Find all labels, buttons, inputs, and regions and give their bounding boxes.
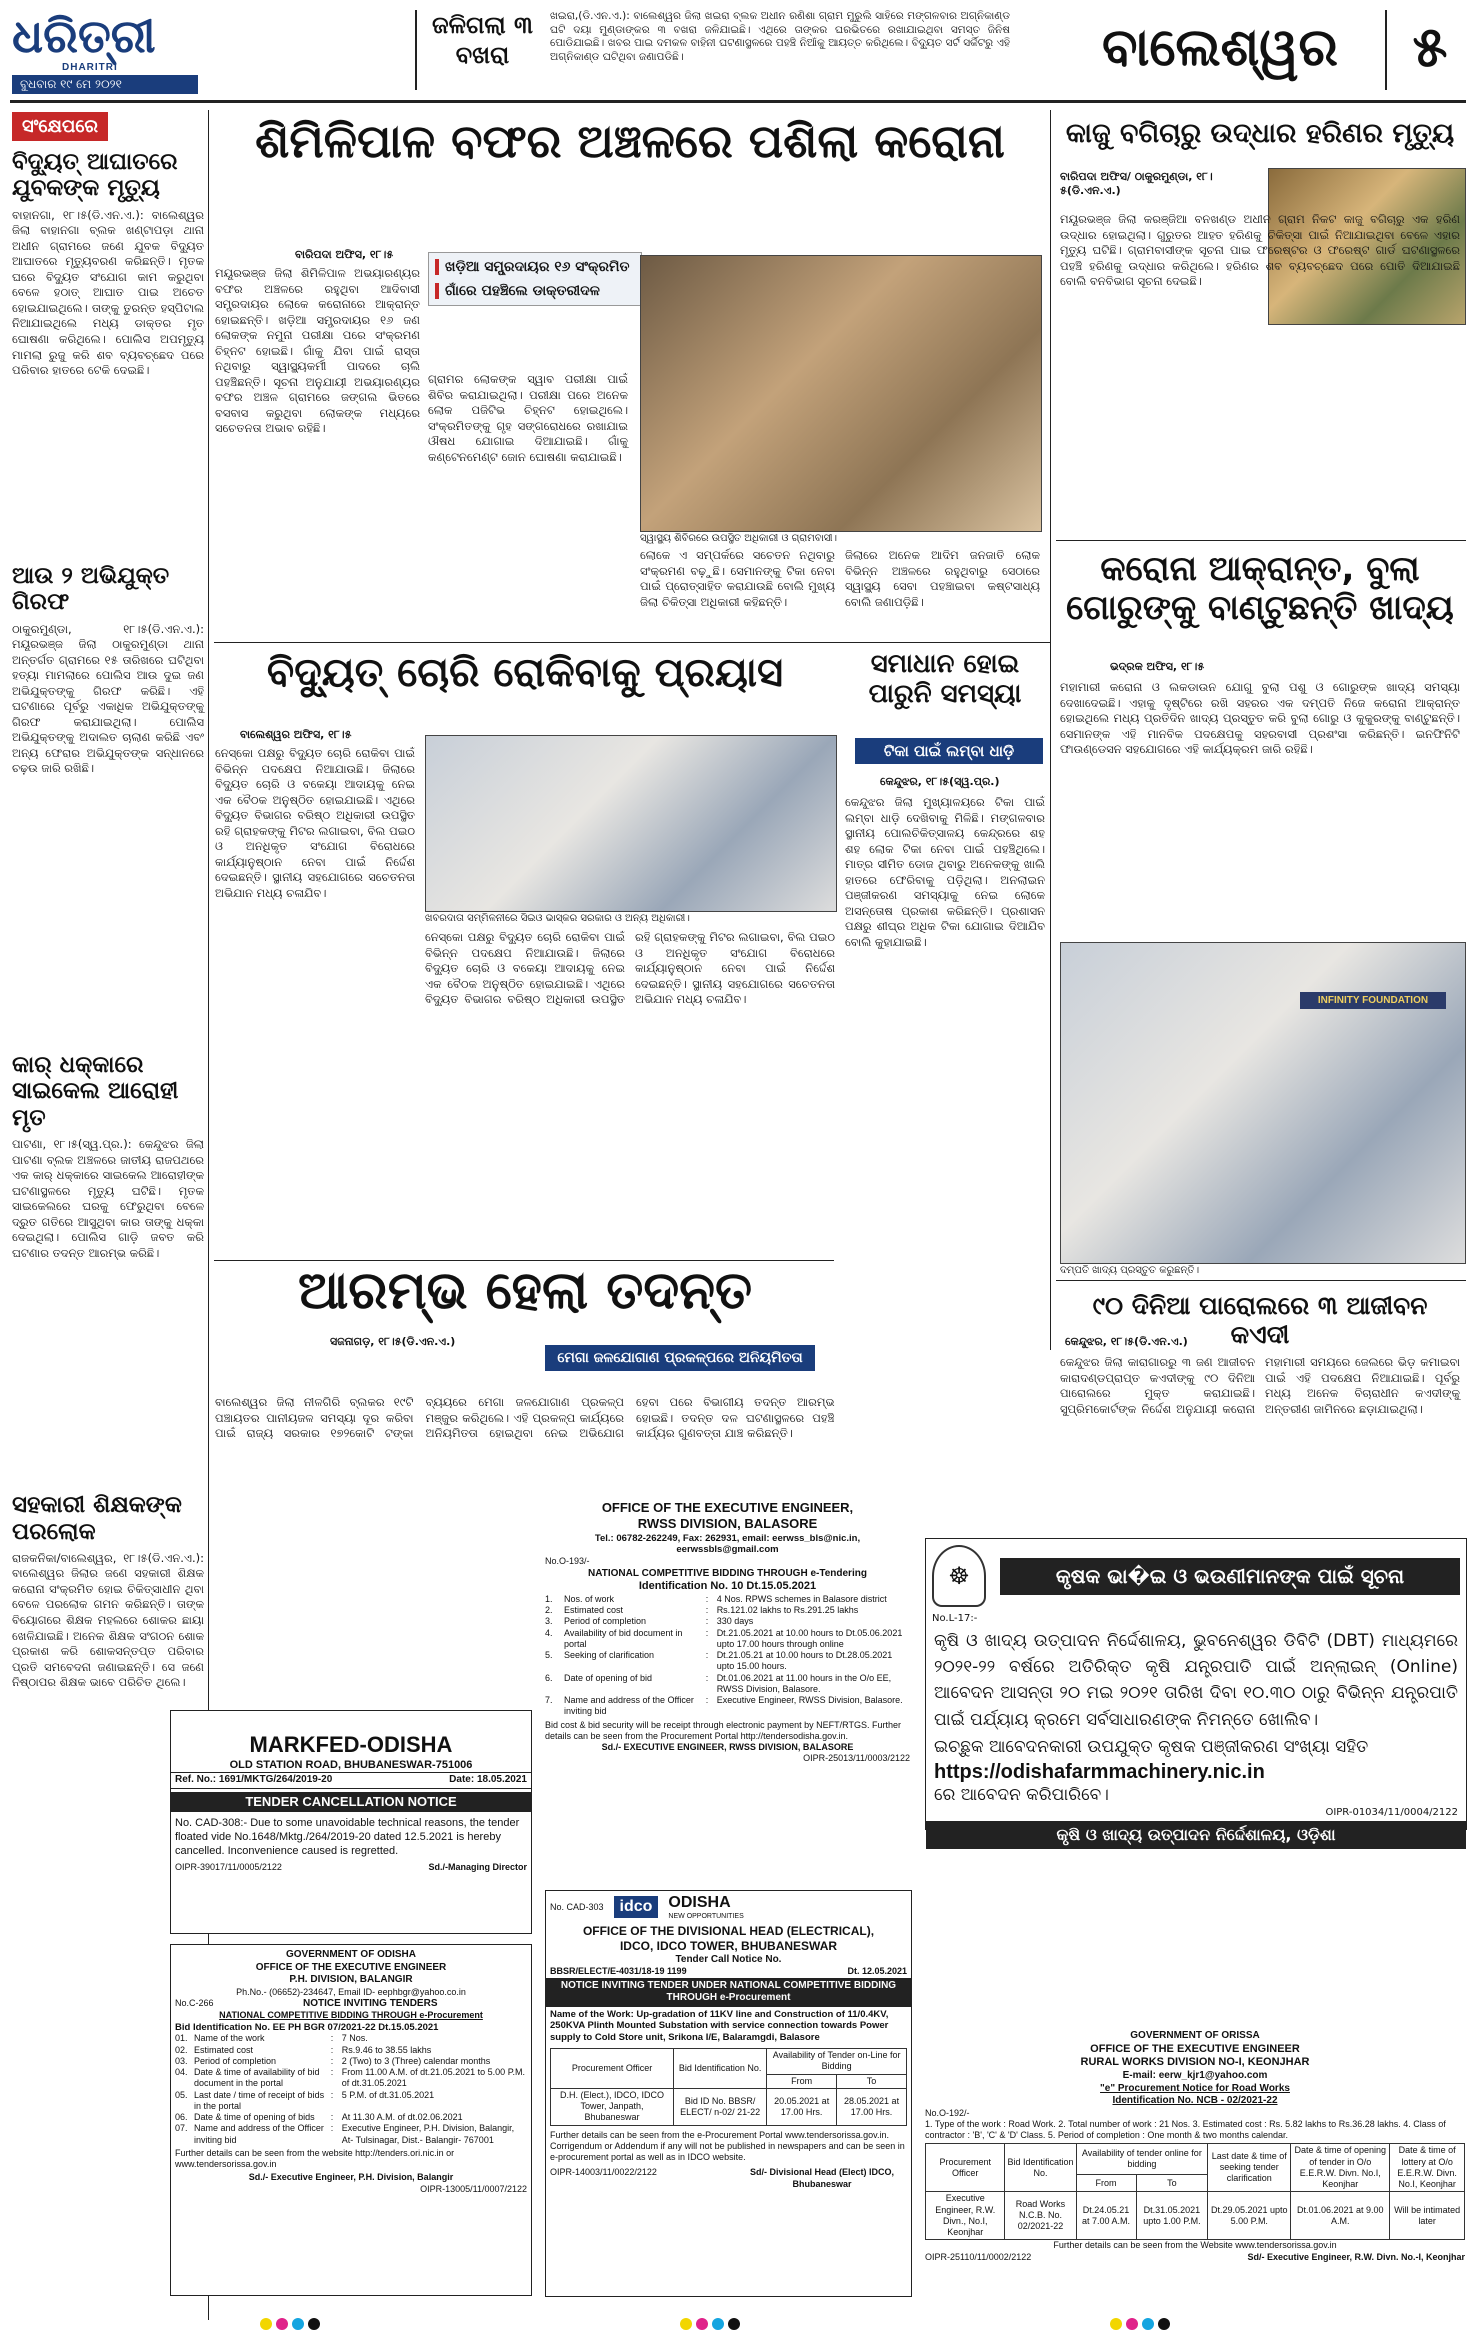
registration-marks-left [260, 2318, 320, 2330]
balangir-footer: Further details can be seen from the website http://tenders.ori.nic.in or www.tendersorissa.gov.in [175, 2147, 455, 2170]
markfed-notice-title: TENDER CANCELLATION NOTICE [171, 1792, 531, 1812]
vaccine-headline: ସମାଧାନ ହୋଇ ପାରୁନି ସମସ୍ୟା [868, 649, 1022, 709]
rwss-cell: Nos. of work [564, 1593, 615, 1604]
probe-text: ବାଲେଶ୍ୱର ଜିଲା ନୀଳଗିରି ବ୍ଲକର ୧୯ଟି ପଞ୍ଚାୟତର ପାନୀୟଜଳ ସମସ୍ୟା ଦୂର କରିବା ପାଇଁ ରାଜ୍ୟ ସରକାର ୧୭୨କୋଟି ଟଙ୍କା ବ୍ୟୟରେ ମେଗା ଜଳଯୋଗାଣ ପ୍ରକଳ୍ପ ମଞ୍ଜୁର କରିଥିଲେ। ଏହି ପ୍ରକଳ୍ପ କାର୍ଯ୍ୟରେ ଅନିୟମିତତା ହୋଇଥିବା ନେଇ ଅଭିଯୋଗ ହେବା ପରେ ବିଭାଗୀୟ ତଦନ୍ତ ଆରମ୍ଭ ହୋଇଛି। ତଦନ୍ତ ଦଳ ଘଟଣାସ୍ଥଳରେ ପହଞ୍ଚି କାର୍ଯ୍ୟର ଗୁଣବତ୍ତା ଯାଞ୍ଚ କରିଛନ୍ତି। [215, 1395, 835, 1441]
markfed-date: Date: 18.05.2021 [449, 1774, 527, 1786]
rwss-cell: Executive Engineer, RWSS Division, Balasore. [716, 1695, 903, 1705]
rwss-row [545, 1616, 910, 1627]
lead-highlight-1: ଖଡ଼ିଆ ସମ୍ପ୍ରଦାୟର ୧୬ ସଂକ୍ରମିତ [435, 259, 635, 275]
rwss-cell: : [705, 1650, 709, 1660]
balangir-sign: Sd./- Executive Engineer, P.H. Division, Balangir [248, 2172, 454, 2183]
keonjhar-desc: 1. Type of the work : Road Work. 2. Total number of work : 21 Nos. 3. Estimated cost : Rs. 5.82 lakhs to Rs.36.28 lakhs. 4. Class of contractor : 'B', 'C' & 'D' Class. 5. Period of completion : One month & two months calendar. [925, 2118, 1446, 2140]
odisha-logo-sub: NEW OPPORTUNITIES [668, 1913, 744, 1920]
keonjhar-footer: Further details can be seen from the Website www.tendersorissa.gov.in [1053, 2240, 1337, 2251]
covid-food-headline: କରୋନା ଆକ୍ରାନ୍ତ, ବୁଲା ଗୋରୁଙ୍କୁ ବାଣ୍ଟୁଛନ୍ତି ଖାଦ୍ୟ [1066, 549, 1454, 629]
balangir-cell: Rs.9.46 to 38.55 lakhs [341, 2044, 432, 2055]
rwss-cell: : [705, 1616, 709, 1627]
registration-marks-right [1110, 2318, 1170, 2330]
balangir-row [175, 2056, 527, 2067]
rwss-rows [545, 1594, 910, 1718]
kj-td-bid: Road Works N.C.B. No. 02/2021-22 [1005, 2192, 1076, 2240]
rwss-row [545, 1594, 910, 1605]
balangir-row [175, 2090, 527, 2113]
rwss-cell: 4. [545, 1627, 553, 1638]
deer-headline: କାଜୁ ବଗିଚାରୁ ଉଦ୍ଧାର ହରିଣର ମୃତ୍ୟୁ [1065, 118, 1455, 149]
balangir-cell: 06. [175, 2112, 188, 2123]
rwss-cell: 6. [545, 1672, 553, 1683]
idco-table [550, 2048, 907, 2126]
idco-logo: idco [614, 1896, 659, 1918]
lead-photo [640, 255, 1042, 532]
rwss-cell: Rs.121.02 lakhs to Rs.291.25 lakhs [716, 1605, 859, 1615]
rwss-ad [545, 1500, 910, 1850]
brief-text-1: ବାହାନଗା, ୧୮।୫(ଡି.ଏନ.ଏ.): ବାଲେଶ୍ୱର ଜିଲା ବାହାନଗା ବ୍ଲକ ଖଣ୍ଟାପଡ଼ା ଥାନା ଅଧୀନ ଗ୍ରାମରେ ଜଣେ ଯୁବକ ବିଦ୍ୟୁତ ଆଘାତରେ ମୃତ୍ୟୁବରଣ କରିଛନ୍ତି। ମୃତକ ଘରେ ବିଦ୍ୟୁତ ସଂଯୋଗ କାମ କରୁଥିବା ବେଳେ ହଠାତ୍ ଆଘାତ ପାଇ ଅଚେତ ହୋଇଯାଇଥିଲେ। ତାଙ୍କୁ ତୁରନ୍ତ ହସ୍ପିଟାଲ ନିଆଯାଇଥିଲେ ମଧ୍ୟ ଡାକ୍ତର ମୃତ ଘୋଷଣା କରିଥିଲେ। ପୋଲିସ ଅପମୃତ୍ୟୁ ମାମଲା ରୁଜୁ କରି ଶବ ବ୍ୟବଚ୍ଛେଦ ପରେ ପରିବାର ହାତରେ ଟେକି ଦେଇଛି। [12, 207, 204, 378]
keonjhar-ident: Identification No. NCB - 02/2021-22 [1112, 2095, 1278, 2106]
markfed-ref: Ref. No.: 1691/MKTG/264/2019-20 [175, 1774, 333, 1786]
rwss-cell: 1. [545, 1593, 553, 1604]
keonjhar-ad [925, 2030, 1465, 2295]
rwss-sign: Sd./- EXECUTIVE ENGINEER, RWSS DIVISION, BALASORE [601, 1742, 854, 1752]
power-dateline: ବାଲେଶ୍ୱର ଅଫିସ, ୧୮।୫ [240, 728, 352, 741]
balangir-cell: : [330, 2033, 334, 2044]
kj-th-from: From [1076, 2175, 1136, 2192]
fire-brief-title: ଜଳିଗଲା ୩ ବଖରା [432, 11, 533, 69]
probe-dateline: ସଜନାଗଡ଼, ୧୮।୫(ଡି.ଏନ.ଏ.) [330, 1335, 456, 1348]
covid-food-photo [1060, 942, 1466, 1264]
keonjhar-table [925, 2143, 1465, 2240]
kj-td-lottery: Will be intimated later [1390, 2192, 1465, 2240]
idco-th-from: From [767, 2074, 837, 2088]
balangir-subtitle: NATIONAL COMPETITIVE BIDDING THROUGH e-Procurement [219, 2010, 483, 2021]
covid-food-text: ମହାମାରୀ କରୋନା ଓ ଲକଡାଉନ ଯୋଗୁ ବୁଲା ପଶୁ ଓ ଗୋରୁଙ୍କ ଖାଦ୍ୟ ସମସ୍ୟା ଦେଖାଦେଇଛି। ଏହାକୁ ଦୃଷ୍ଟିରେ ରଖି ସହରର ଏକ ଦମ୍ପତି ନିଜେ କରୋନା ଆକ୍ରାନ୍ତ ହୋଇଥିଲେ ମଧ୍ୟ ପ୍ରତିଦିନ ଖାଦ୍ୟ ପ୍ରସ୍ତୁତ କରି ବୁଲା ଗୋରୁ ଓ କୁକୁରଙ୍କୁ ବାଣ୍ଟୁଛନ୍ତି। ସେମାନଙ୍କ ଏହି ମାନବିକ ପଦକ୍ଷେପକୁ ସହରବାସୀ ପ୍ରଶଂସା କରିଛନ୍ତି। ଇନଫିନିଟି ଫାଉଣ୍ଡେସନ ସହଯୋଗରେ ଏହି କାର୍ଯ୍ୟକ୍ରମ ଜାରି ରହିଛି। [1060, 680, 1460, 757]
balangir-cell: Period of completion [194, 2055, 277, 2066]
rwss-cell: : [705, 1695, 709, 1705]
keonjhar-office: OFFICE OF THE EXECUTIVE ENGINEER [1090, 2042, 1300, 2055]
section-name: ବାଲେଶ୍ୱର [1102, 18, 1338, 78]
balangir-cell: 04. [175, 2067, 188, 2078]
odisha-emblem-icon: ☸ [932, 1545, 986, 1607]
balangir-div: P.H. DIVISION, BALANGIR [289, 1974, 413, 1985]
idco-title: NOTICE INVITING TENDER UNDER NATIONAL COMPETITIVE BIDDING THROUGH e-Procurement [546, 1978, 911, 2007]
vaccine-dateline: କେନ୍ଦୁଝର, ୧୮।୫(ସ୍ୱ.ପ୍ର.) [880, 775, 1000, 788]
rwss-cell: : [705, 1672, 709, 1683]
brief-text-4: ରାଜକନିକା/ବାଲେଶ୍ୱର, ୧୮।୫(ଡି.ଏନ.ଏ.): ବାଲେଶ୍ୱର ଜିଲାର ଜଣେ ସହକାରୀ ଶିକ୍ଷକ କରୋନା ସଂକ୍ରମିତ ହୋଇ ଚିକିତ୍ସାଧୀନ ଥିବା ବେଳେ ପରଲୋକ ଗମନ କରିଛନ୍ତି। ତାଙ୍କ ବିୟୋଗରେ ଶିକ୍ଷକ ମହଲରେ ଶୋକର ଛାୟା ଖେଳିଯାଇଛି। ଅନେକ ଶିକ୍ଷକ ସଂଗଠନ ଶୋକ ପ୍ରକାଶ କରି ଶୋକସନ୍ତପ୍ତ ପରିବାର ପ୍ରତି ସମବେଦନା ଜଣାଇଛନ୍ତି। ସେ ଜଣେ ନିଷ୍ଠାପର ଶିକ୍ଷକ ଭାବେ ପରିଚିତ ଥିଲେ। [12, 1550, 204, 1690]
kj-td-open: Dt.01.06.2021 at 9.00 A.M. [1291, 2192, 1390, 2240]
brief-headline-2: ଆଉ ୨ ଅଭିଯୁକ୍ତ ଗିରଫ [12, 562, 170, 616]
balangir-gov: GOVERNMENT OF ODISHA [285, 1949, 416, 1960]
kj-td-officer: Executive Engineer, R.W. Divn., No.I, Keonjhar [926, 2192, 1005, 2240]
balangir-code: OIPR-13005/11/0007/2122 [420, 2183, 527, 2194]
power-photo-caption: ଖବରଦାତା ସମ୍ମିଳନୀରେ ସିଇଓ ଭାସ୍କର ସରକାର ଓ ଅନ୍ୟ ଅଧିକାରୀ। [425, 913, 690, 924]
balangir-phone: Ph.No.- (06652)-234647, Email ID- eephbgr@yahoo.co.in [236, 1986, 466, 1997]
balangir-cell: : [330, 2112, 334, 2123]
power-headline: ବିଦ୍ୟୁତ୍ ଚୋରି ରୋକିବାକୁ ପ୍ରୟାସ [266, 650, 784, 696]
rwss-office: OFFICE OF THE EXECUTIVE ENGINEER, [601, 1500, 854, 1515]
kj-th-officer: Procurement Officer [926, 2144, 1005, 2192]
rwss-cell: 7. [545, 1695, 553, 1705]
rwss-cell: 5. [545, 1650, 553, 1660]
rwss-cell: : [705, 1627, 709, 1638]
lead-col-3: ଲୋକେ ଏ ସମ୍ପର୍କରେ ସଚେତନ ନଥିବାରୁ ସଂକ୍ରମଣ ବଢ଼ୁଛି। ସେମାନଙ୍କୁ ଟିକା ନେବା ପାଇଁ ପ୍ରୋତ୍ସାହିତ କରାଯାଉଛି ବୋଲି ମୁଖ୍ୟ ଜିଲା ଚିକିତ୍ସା ଅଧିକାରୀ କହିଛନ୍ତି। [640, 548, 835, 609]
rwss-cell: Estimated cost [564, 1605, 624, 1615]
idco-td-from: 20.05.2021 at 17.00 Hrs. [767, 2088, 837, 2125]
issue-date: ବୁଧବାର ୧୯ ମେ ୨୦୨୧ [12, 75, 198, 94]
idco-footer: Further details can be seen from the e-Procurement Portal www.tendersorissa.gov.in. Corrigendum or Addendum if any will not be published in newspapers and can be seen in e-procurement portal as well as in IDCO website. [550, 2129, 905, 2163]
brief-headline-4: ସହକାରୀ ଶିକ୍ଷକଙ୍କ ପରଲୋକ [12, 1492, 182, 1545]
rwss-row [545, 1605, 910, 1616]
brief-tag: ସଂକ୍ଷେପରେ [12, 112, 108, 141]
rwss-cell: Period of completion [564, 1616, 647, 1627]
rwss-no: No.O-193/- [545, 1556, 590, 1567]
rwss-cell: 330 days [716, 1616, 754, 1627]
balangir-cell: From 11.00 A.M. of dt.21.05.2021 to 5.00 P.M. of dt.31.05.2021 [341, 2067, 526, 2089]
brief-text-2: ଠାକୁରମୁଣ୍ଡା, ୧୮।୫(ଡି.ଏନ.ଏ.): ମୟୂରଭଞ୍ଜ ଜିଲା ଠାକୁରମୁଣ୍ଡା ଥାନା ଅନ୍ତର୍ଗତ ଗ୍ରାମରେ ୧୫ ତାରିଖରେ ଘଟିଥିବା ହତ୍ୟା ମାମଲାରେ ପୋଲିସ ଆଉ ଦୁଇ ଜଣ ଅଭିଯୁକ୍ତଙ୍କୁ ଗିରଫ କରିଛି। ଏହି ଘଟଣାରେ ପୂର୍ବରୁ ଏକାଧିକ ଅଭିଯୁକ୍ତଙ୍କୁ ଗିରଫ କରାଯାଇଥିଲା। ପୋଲିସ ଅଭିଯୁକ୍ତଙ୍କୁ ଅଦାଲତ ଚାଲାଣ କରିଛି ଏବଂ ଅନ୍ୟ ଫେରାର ଅଭିଯୁକ୍ତଙ୍କ ସନ୍ଧାନରେ ଚଢ଼ଉ ଜାରି ରଖିଛି। [12, 621, 204, 776]
lead-col-1: ମୟୂରଭଞ୍ଜ ଜିଲା ଶିମିଳିପାଳ ଅଭୟାରଣ୍ୟର ବଫର ଅଞ୍ଚଳରେ ରହୁଥିବା ଆଦିବାସୀ ସମ୍ପ୍ରଦାୟର ଲୋକେ କରୋନାରେ ଆକ୍ରାନ୍ତ ହୋଇଛନ୍ତି। ଖଡ଼ିଆ ସମ୍ପ୍ରଦାୟର ୧୬ ଜଣ ଲୋକଙ୍କ ନମୁନା ପରୀକ୍ଷା ପରେ ସଂକ୍ରମଣ ଚିହ୍ନଟ ହୋଇଛି। ଗାଁକୁ ଯିବା ପାଇଁ ରାସ୍ତା ନଥିବାରୁ ସ୍ୱାସ୍ଥ୍ୟକର୍ମୀ ପାଦରେ ଚାଲି ପହଞ୍ଚିଛନ୍ତି। ସୂଚନା ଅନୁଯାୟୀ ଅଭୟାରଣ୍ୟର ବଫର ଅଞ୍ଚଳ ଗ୍ରାମରେ ଜଙ୍ଗଲ ଭିତରେ ବସବାସ କରୁଥିବା ଲୋକଙ୍କ ମଧ୍ୟରେ ସଚେତନତା ଅଭାବ ରହିଛି। [215, 266, 420, 436]
kj-td-from: Dt.24.05.21 at 7.00 A.M. [1076, 2192, 1136, 2240]
kj-th-to: To [1136, 2175, 1208, 2192]
rwss-nco: NATIONAL COMPETITIVE BIDDING THROUGH e-Tendering [588, 1567, 867, 1579]
markfed-sign: Sd./-Managing Director [428, 1862, 527, 1873]
agri-body2: ଇଚ୍ଛୁକ ଆବେଦନକାରୀ ଉପଯୁକ୍ତ କୃଷକ ପଞ୍ଜୀକରଣ ସଂଖ୍ୟା ସହିତ [934, 1736, 1369, 1757]
kj-th-bid: Bid Identification No. [1005, 2144, 1076, 2192]
balangir-cell: Executive Engineer, P.H. Division, Balangir, At- Tulsinagar, Dist.- Balangir- 767001 [341, 2123, 515, 2145]
balangir-cell: 07. [175, 2123, 188, 2134]
rwss-cell: Name and address of the Officer inviting bid [564, 1695, 694, 1717]
idco-th-to: To [837, 2074, 907, 2088]
rwss-cell: : [705, 1605, 709, 1615]
markfed-address: OLD STATION ROAD, BHUBANESWAR-751006 [229, 1758, 473, 1771]
fire-brief-text: ଖଇରା,(ଡି.ଏନ.ଏ.): ବାଲେଶ୍ୱର ଜିଲା ଖଇରା ବ୍ଲକ ଅଧୀନ ରଣିଶା ଗ୍ରାମ ମୁରୁଲି ସାହିରେ ମଙ୍ଗଳବାର ଅଗ୍ନିକାଣ୍ଡ ଘଟି ଦୟା ମୁଣ୍ଡାଙ୍କର ୩ ବଖରା ଜଳିଯାଇଛି। ଏଥିରେ ତାଙ୍କର ଘରଭିତରେ ରଖାଯାଇଥିବା ସମସ୍ତ ଜିନିଷ ପୋଡିଯାଇଛି। ଖବର ପାଇ ଦମକଳ ବାହିନୀ ଘଟଣାସ୍ଥଳରେ ପହଞ୍ଚି ନିଆଁକୁ ଆୟତ୍ତ କରିଥିଲେ। ବିଦ୍ୟୁତ ସର୍ଟ ସର୍କିଟରୁ ଏହି ଅଗ୍ନିକାଣ୍ଡ ଘଟିଥିବା ଜଣାପଡିଛି। [550, 10, 1010, 63]
keonjhar-div: RURAL WORKS DIVISION NO-I, KEONJHAR [1080, 2056, 1310, 2069]
idco-call: Tender Call Notice No. [675, 1953, 782, 1965]
covid-food-dateline: ଭଦ୍ରକ ଅଫିସ, ୧୮।୫ [1110, 660, 1205, 673]
balangir-row [175, 2123, 527, 2146]
rwss-cell: : [705, 1593, 709, 1604]
idco-addr: IDCO, IDCO TOWER, BHUBANESWAR [619, 1938, 838, 1953]
agri-title: କୃଷକ ଭା�ଇ ଓ ଭଉଣୀମାନଙ୍କ ପାଇଁ ସୂଚନା [1000, 1558, 1460, 1595]
power-photo [425, 735, 837, 912]
balangir-cell: : [330, 2055, 334, 2066]
lead-highlight-2: ଗାଁରେ ପହଞ୍ଚିଲେ ଡାକ୍ତରୀଦଳ [435, 283, 635, 299]
kj-td-to: Dt.31.05.2021 upto 1.00 P.M. [1136, 2192, 1208, 2240]
rwss-footer: Bid cost & bid security will be receipt through electronic payment by NEFT/RTGS. Further details can be seen from the Procurement Portal http://tendersodisha.gov.in. [545, 1719, 901, 1741]
vaccine-text: କେନ୍ଦୁଝର ଜିଲା ମୁଖ୍ୟାଳୟରେ ଟିକା ପାଇଁ ଲମ୍ବା ଧାଡ଼ି ଦେଖିବାକୁ ମିଳିଛି। ମଙ୍ଗଳବାର ସ୍ଥାନୀୟ ପୋଲଚିକିତ୍ସାଳୟ କେନ୍ଦ୍ରରେ ଶହ ଶହ ଲୋକ ଟିକା ନେବା ପାଇଁ ପହଞ୍ଚିଥିଲେ। ମାତ୍ର ସୀମିତ ଡୋଜ ଥିବାରୁ ଅନେକଙ୍କୁ ଖାଲି ହାତରେ ଫେରିବାକୁ ପଡ଼ିଥିଲା। ଅନଲାଇନ ପଞ୍ଜୀକରଣ ସମସ୍ୟାକୁ ନେଇ ଲୋକେ ଅସନ୍ତୋଷ ପ୍ରକାଶ କରିଛନ୍ତି। ପ୍ରଶାସନ ପକ୍ଷରୁ ଶୀଘ୍ର ଅଧିକ ଟିକା ଯୋଗାଇ ଦିଆଯିବ ବୋଲି କୁହାଯାଇଛି। [845, 795, 1045, 949]
rwss-code: OIPR-25013/11/0003/2122 [803, 1753, 910, 1764]
agri-footer: କୃଷି ଓ ଖାଦ୍ୟ ଉତ୍ପାଦନ ନିର୍ଦ୍ଦେଶାଳୟ, ଓଡ଼ିଶା [926, 1821, 1466, 1849]
idco-th-bid: Bid Identification No. [674, 2049, 767, 2089]
kj-th-open: Date & time of opening of tender in O/o E.E.R.W. Divn. No.I, Keonjhar [1291, 2144, 1390, 2192]
balangir-cell: : [330, 2044, 334, 2055]
keonjhar-no: No.O-192/- [925, 2107, 970, 2118]
odisha-logo: ODISHA [668, 1894, 731, 1911]
balangir-cell: 01. [175, 2033, 188, 2044]
covid-food-caption: ଦମ୍ପତି ଖାଦ୍ୟ ପ୍ରସ୍ତୁତ କରୁଛନ୍ତି। [1060, 1265, 1200, 1276]
rwss-row [545, 1628, 910, 1651]
balangir-cell: 03. [175, 2055, 188, 2066]
masthead-logo-block [12, 10, 202, 92]
page-number: ୫ [1412, 15, 1448, 80]
markfed-ad [170, 1710, 532, 1934]
rwss-cell: 4 Nos. RPWS schemes in Balasore district [716, 1593, 887, 1604]
parole-text: କେନ୍ଦୁଝର ଜିଲା କାରାଗାରରୁ ୩ ଜଣ ଆଜୀବନ କାରାଦଣ୍ଡପ୍ରାପ୍ତ କଏଦୀଙ୍କୁ ୯୦ ଦିନିଆ ପାରୋଲରେ ମୁକ୍ତ କରାଯାଇଛି। ସୁପ୍ରିମକୋର୍ଟଙ୍କ ନିର୍ଦ୍ଦେଶ ଅନୁଯାୟୀ କରୋନା ମହାମାରୀ ସମୟରେ ଜେଲରେ ଭିଡ଼ କମାଇବା ପାଇଁ ଏହି ପଦକ୍ଷେପ ନିଆଯାଇଛି। ପୂର୍ବରୁ ମଧ୍ୟ ଅନେକ ବିଚାରାଧୀନ କଏଦୀଙ୍କୁ ଅନ୍ତରୀଣ ଜାମିନରେ ଛଡ଼ାଯାଇଥିଲା। [1060, 1355, 1460, 1416]
rwss-cell: Dt.21.05.21 at 10.00 hours to Dt.28.05.2021 upto 15.00 hours. [716, 1650, 893, 1672]
keonjhar-gov: GOVERNMENT OF ORISSA [1130, 2030, 1260, 2041]
rwss-tel: Tel.: 06782-262249, Fax: 262931, email: eerwss_bls@nic.in, eerwssbls@gmail.com [594, 1532, 861, 1556]
balangir-notice-no: No.C-266 [175, 1997, 214, 2008]
brief-headline-3: କାର୍ ଧକ୍କାରେ ସାଇକେଲ ଆରୋହୀ ମୃତ [12, 1051, 179, 1131]
agri-ad [925, 1538, 1467, 1845]
balangir-cell: Last date / time of receipt of bids in the portal [194, 2089, 325, 2111]
rwss-row [545, 1650, 910, 1673]
lead-col-4: ଜିଲାରେ ଅନେକ ଆଦିମ ଜନଜାତି ଲୋକ ବିଭିନ୍ନ ଅଞ୍ଚଳରେ ରହୁଥିବାରୁ ସେଠାରେ ସ୍ୱାସ୍ଥ୍ୟ ସେବା ପହଞ୍ଚାଇବା କଷ୍ଟସାଧ୍ୟ ବୋଲି ଜଣାପଡ଼ିଛି। [845, 548, 1040, 609]
deer-text: ମୟୂରଭଞ୍ଜ ଜିଲା କରଞ୍ଜିଆ ବନଖଣ୍ଡ ଅଧୀନ ଗ୍ରାମ ନିକଟ କାଜୁ ବଗିଚାରୁ ଏକ ହରିଣ ଉଦ୍ଧାର ହୋଇଥିଲା। ଗୁରୁତର ଆହତ ହରିଣକୁ ଚିକିତ୍ସା ପାଇଁ ନିଆଯାଇଥିବା ବେଳେ ଏହାର ମୃତ୍ୟୁ ଘଟିଛି। ଗ୍ରାମବାସୀଙ୍କ ସୂଚନା ପାଇ ଫରେଷ୍ଟର ଓ ଫରେଷ୍ଟ ଗାର୍ଡ ଘଟଣାସ୍ଥଳରେ ପହଞ୍ଚି ହରିଣକୁ ଉଦ୍ଧାର କରିଥିଲେ। ହରିଣର ଶବ ବ୍ୟବଚ୍ଛେଦ ପରେ ପୋତି ଦିଆଯାଇଛି ବୋଲି ବନବିଭାଗ ସୂଚନା ଦେଇଛି। [1060, 212, 1460, 289]
balangir-row [175, 2067, 527, 2090]
rwss-div: RWSS DIVISION, BALASORE [637, 1516, 818, 1532]
keonjhar-email: E-mail: eerw_kjr1@yahoo.com [1122, 2070, 1268, 2081]
balangir-rows [171, 2033, 531, 2146]
rwss-cell: Date of opening of bid [564, 1672, 653, 1683]
markfed-logo: MARKFED-ODISHA [249, 1732, 453, 1757]
parole-headline: ୯୦ ଦିନିଆ ପାରୋଲରେ ୩ ଆଜୀବନ କଏଦୀ [1092, 1291, 1428, 1349]
balangir-cell: Date & time of opening of bids [194, 2112, 315, 2123]
rwss-cell: Dt.21.05.2021 at 10.00 hours to Dt.05.06.2021 upto 17.00 hours through online [716, 1627, 903, 1649]
kj-th-clar: Last date & time of seeking tender clarification [1208, 2144, 1291, 2192]
balangir-cell: Name and address of the Officer inviting bid [194, 2123, 324, 2145]
kj-th-avail: Availability of tender online for bidding [1076, 2144, 1208, 2175]
balangir-bid: Bid Identification No. EE PH BGR 07/2021-22 Dt.15.05.2021 [175, 2021, 439, 2033]
idco-ref: BBSR/ELECT/E-4031/18-19 1199 [550, 1966, 687, 1977]
idco-no: No. CAD-303 [550, 1901, 604, 1912]
idco-work: Name of the Work: Up-gradation of 11KV line and Construction of 11/0.4KV, 250KVA Plinth Mounted Substation with service connection towards Power supply to Cold Store unit, Srikona I/E, Balaramgdi, Balasore [550, 2008, 889, 2044]
idco-code: OIPR-14003/11/0022/2122 [550, 2167, 657, 2178]
agri-no: No.L-17:- [932, 1613, 978, 1624]
idco-sign: Sd/- Divisional Head (Elect) IDCO, Bhubaneswar [749, 2167, 895, 2189]
balangir-cell: 02. [175, 2044, 188, 2055]
balangir-cell: Date & time of availability of bid document in the portal [194, 2067, 320, 2089]
balangir-cell: : [330, 2123, 334, 2134]
rwss-ident: Identification No. 10 Dt.15.05.2021 [638, 1580, 817, 1592]
brief-text-3: ପାଟଣା, ୧୮।୫(ସ୍ୱ.ପ୍ର.): କେନ୍ଦୁଝର ଜିଲା ପାଟଣା ବ୍ଲକ ଅଞ୍ଚଳରେ ଜାତୀୟ ରାଜପଥରେ ଏକ କାର୍ ଧକ୍କାରେ ସାଇକେଲ ଆରୋହୀଙ୍କ ଘଟଣାସ୍ଥଳରେ ମୃତ୍ୟୁ ଘଟିଛି। ମୃତକ ସାଇକେଲରେ ଘରକୁ ଫେରୁଥିବା ବେଳେ ଦ୍ରୁତ ଗତିରେ ଆସୁଥିବା କାର ତାଙ୍କୁ ଧକ୍କା ଦେଇଥିଲା। ପୋଲିସ ଗାଡ଼ି ଜବତ କରି ଘଟଣାର ତଦନ୍ତ ଆରମ୍ଭ କରିଛି। [12, 1137, 204, 1260]
logo-text: ଧରିତ୍ରୀ [12, 9, 156, 63]
idco-td-officer: D.H. (Elect.), IDCO, IDCO Tower, Janpath, Bhubaneswar [551, 2088, 674, 2125]
balangir-cell: 7 Nos. [341, 2033, 368, 2044]
balangir-cell: Name of the work [194, 2033, 265, 2044]
balangir-cell: Estimated cost [194, 2044, 254, 2055]
idco-th-avail: Availability of Tender on-Line for Bidding [767, 2049, 907, 2075]
balangir-cell: At 11.30 A.M. of dt.02.06.2021 [341, 2112, 463, 2123]
rwss-row [545, 1695, 910, 1718]
keonjhar-code: OIPR-25110/11/0002/2122 [925, 2251, 1032, 2262]
markfed-body: No. CAD-308:- Due to some unavoidable technical reasons, the tender floated vide No.1648/Mktg./264/2019-20 dated 12.5.2021 is hereby cancelled. Inconvenience caused is regretted. [175, 1817, 520, 1857]
brief-headline-1: ବିଦ୍ୟୁତ୍ ଆଘାତରେ ଯୁବକଙ୍କ ମୃତ୍ୟୁ [12, 149, 178, 202]
kj-td-clar: Dt.29.05.2021 upto 5.00 P.M. [1208, 2192, 1291, 2240]
rwss-cell: Dt.01.06.2021 at 11.00 hours in the O/o EE, RWSS Division, Balasore. [716, 1672, 892, 1694]
agri-code: OIPR-01034/11/0004/2122 [1325, 1806, 1458, 1818]
lead-col-2: ଗ୍ରାମର ଲୋକଙ୍କ ସ୍ୱାବ ପରୀକ୍ଷା ପାଇଁ ଶିବିର କରାଯାଇଥିଲା। ପରୀକ୍ଷା ପରେ ଅନେକ ଲୋକ ପଜିଟିଭ ଚିହ୍ନଟ ହୋଇଥିଲେ। ସଂକ୍ରମିତଙ୍କୁ ଗୃହ ସଙ୍ଗରୋଧରେ ରଖାଯାଇ ଔଷଧ ଯୋଗାଇ ଦିଆଯାଇଛି। ଗାଁକୁ କଣ୍ଟେନମେଣ୍ଟ ଜୋନ ଘୋଷଣା କରାଯାଇଛି। [428, 372, 628, 464]
probe-tag: ମେଗା ଜଳଯୋଗାଣ ପ୍ରକଳ୍ପରେ ଅନିୟମିତତା [545, 1345, 815, 1371]
foundation-banner: INFINITY FOUNDATION [1300, 992, 1446, 1009]
balangir-cell: : [330, 2067, 334, 2078]
kj-th-lottery: Date & time of lottery at O/o E.E.R.W. Divn. No.I, Keonjhar [1390, 2144, 1465, 2192]
idco-td-bid: Bid ID No. BBSR/ ELECT/ n-02/ 21-22 [674, 2088, 767, 2125]
registration-marks-center [680, 2318, 740, 2330]
keonjhar-sign: Sd/- Executive Engineer, R.W. Divn. No.-I, Keonjhar [1247, 2251, 1465, 2262]
idco-office: OFFICE OF THE DIVISIONAL HEAD (ELECTRICAL), [582, 1923, 875, 1938]
balangir-title: NOTICE INVITING TENDERS [303, 1997, 438, 2009]
vaccine-tag: ଟିକା ପାଇଁ ଲମ୍ବା ଧାଡ଼ି [855, 738, 1043, 764]
power-text-left: ନେସ୍କୋ ପକ୍ଷରୁ ବିଦ୍ୟୁତ ଚୋରି ରୋକିବା ପାଇଁ ବିଭିନ୍ନ ପଦକ୍ଷେପ ନିଆଯାଉଛି। ଜିଲାରେ ବିଦ୍ୟୁତ ଚୋରି ଓ ବକେୟା ଆଦାୟକୁ ନେଇ ଏକ ବୈଠକ ଅନୁଷ୍ଠିତ ହୋଇଯାଇଛି। ଏଥିରେ ବିଦ୍ୟୁତ ବିଭାଗର ବରିଷ୍ଠ ଅଧିକାରୀ ଉପସ୍ଥିତ ରହି ଗ୍ରାହକଙ୍କୁ ମିଟର ଲଗାଇବା, ବିଲ ପଇଠ ଓ ଅନଧିକୃତ ସଂଯୋଗ ବିରୋଧରେ କାର୍ଯ୍ୟାନୁଷ୍ଠାନ ନେବା ପାଇଁ ନିର୍ଦ୍ଦେଶ ଦେଇଛନ୍ତି। ସ୍ଥାନୀୟ ସହଯୋଗରେ ସଚେତନତା ଅଭିଯାନ ମଧ୍ୟ ଚଳାଯିବ। [215, 746, 415, 900]
balangir-ad [170, 1944, 532, 2296]
balangir-row [175, 2112, 527, 2123]
rwss-cell: 3. [545, 1616, 553, 1627]
lead-photo-caption: ସ୍ୱାସ୍ଥ୍ୟ ଶିବିରରେ ଉପସ୍ଥିତ ଅଧିକାରୀ ଓ ଗ୍ରାମବାସୀ। [640, 533, 837, 544]
agri-body: କୃଷି ଓ ଖାଦ୍ୟ ଉତ୍ପାଦନ ନିର୍ଦ୍ଦେଶାଳୟ, ଭୁବନେଶ୍ୱର ଡିବିଟି (DBT) ମାଧ୍ୟମରେ ୨୦୨୧-୨୨ ବର୍ଷରେ ଅତିରିକ୍ତ କୃଷି ଯନ୍ତ୍ରପାତି ପାଇଁ ଅନ୍‌ଲାଇନ୍ (Online) ଆବେଦନ ଆସନ୍ତା ୨୦ ମଇ ୨୦୨୧ ତାରିଖ ଦିବା ୧୦.୩୦ ଠାରୁ ବିଭିନ୍ନ ଯନ୍ତ୍ରପାତି ପାଇଁ ପର୍ଯ୍ୟାୟ କ୍ରମେ ସର୍ବସାଧାରଣଙ୍କ ନିମନ୍ତେ ଖୋଲିବ। [934, 1630, 1459, 1730]
deer-dateline: ବାରିପଦା ଅଫିସ/ ଠାକୁରମୁଣ୍ଡା, ୧୮।୫(ଡି.ଏନ.ଏ.) [1060, 170, 1213, 197]
idco-date: Dt. 12.05.2021 [847, 1966, 907, 1977]
idco-td-to: 28.05.2021 at 17.00 Hrs. [837, 2088, 907, 2125]
balangir-cell: 2 (Two) to 3 (Three) calendar months [341, 2055, 491, 2066]
probe-headline: ଆରମ୍ଭ ହେଲା ତଦନ୍ତ [297, 1261, 753, 1321]
markfed-code: OIPR-39017/11/0005/2122 [175, 1862, 282, 1873]
power-text-right: ନେସ୍କୋ ପକ୍ଷରୁ ବିଦ୍ୟୁତ ଚୋରି ରୋକିବା ପାଇଁ ବିଭିନ୍ନ ପଦକ୍ଷେପ ନିଆଯାଉଛି। ଜିଲାରେ ବିଦ୍ୟୁତ ଚୋରି ଓ ବକେୟା ଆଦାୟକୁ ନେଇ ଏକ ବୈଠକ ଅନୁଷ୍ଠିତ ହୋଇଯାଇଛି। ଏଥିରେ ବିଦ୍ୟୁତ ବିଭାଗର ବରିଷ୍ଠ ଅଧିକାରୀ ଉପସ୍ଥିତ ରହି ଗ୍ରାହକଙ୍କୁ ମିଟର ଲଗାଇବା, ବିଲ ପଇଠ ଓ ଅନଧିକୃତ ସଂଯୋଗ ବିରୋଧରେ କାର୍ଯ୍ୟାନୁଷ୍ଠାନ ନେବା ପାଇଁ ନିର୍ଦ୍ଦେଶ ଦେଇଛନ୍ତି। ସ୍ଥାନୀୟ ସହଯୋଗରେ ସଚେତନତା ଅଭିଯାନ ମଧ୍ୟ ଚଳାଯିବ। [425, 930, 835, 1007]
logo-subtitle: DHARITRI [62, 62, 118, 73]
rwss-cell: Seeking of clarification [564, 1650, 655, 1660]
agri-url: https://odishafarmmachinery.nic.in [934, 1761, 1265, 1784]
balangir-cell: 5 P.M. of dt.31.05.2021 [341, 2089, 435, 2100]
parole-dateline: କେନ୍ଦୁଝର, ୧୮।୫(ଡି.ଏନ.ଏ.) [1065, 1335, 1188, 1348]
balangir-cell: 05. [175, 2089, 188, 2100]
idco-ad [545, 1890, 912, 2297]
lead-highlights [428, 252, 642, 306]
agri-body3: ରେ ଆବେଦନ କରିପାରିବେ। [934, 1785, 1109, 1806]
lead-headline: ଶିମିଳିପାଳ ବଫର ଅଞ୍ଚଳରେ ପଶିଲା କରୋନା [255, 114, 1005, 168]
balangir-row [175, 2033, 527, 2044]
balangir-office: OFFICE OF THE EXECUTIVE ENGINEER [255, 1961, 447, 1973]
lead-dateline: ବାରିପଦା ଅଫିସ, ୧୮।୫ [295, 248, 394, 261]
balangir-cell: : [330, 2089, 334, 2100]
idco-th-officer: Procurement Officer [551, 2049, 674, 2089]
keonjhar-title: "e" Procurement Notice for Road Works [1100, 2082, 1290, 2094]
balangir-row [175, 2045, 527, 2056]
rwss-cell: 2. [545, 1605, 553, 1615]
rwss-cell: Availability of bid document in portal [564, 1627, 683, 1649]
rwss-row [545, 1673, 910, 1696]
